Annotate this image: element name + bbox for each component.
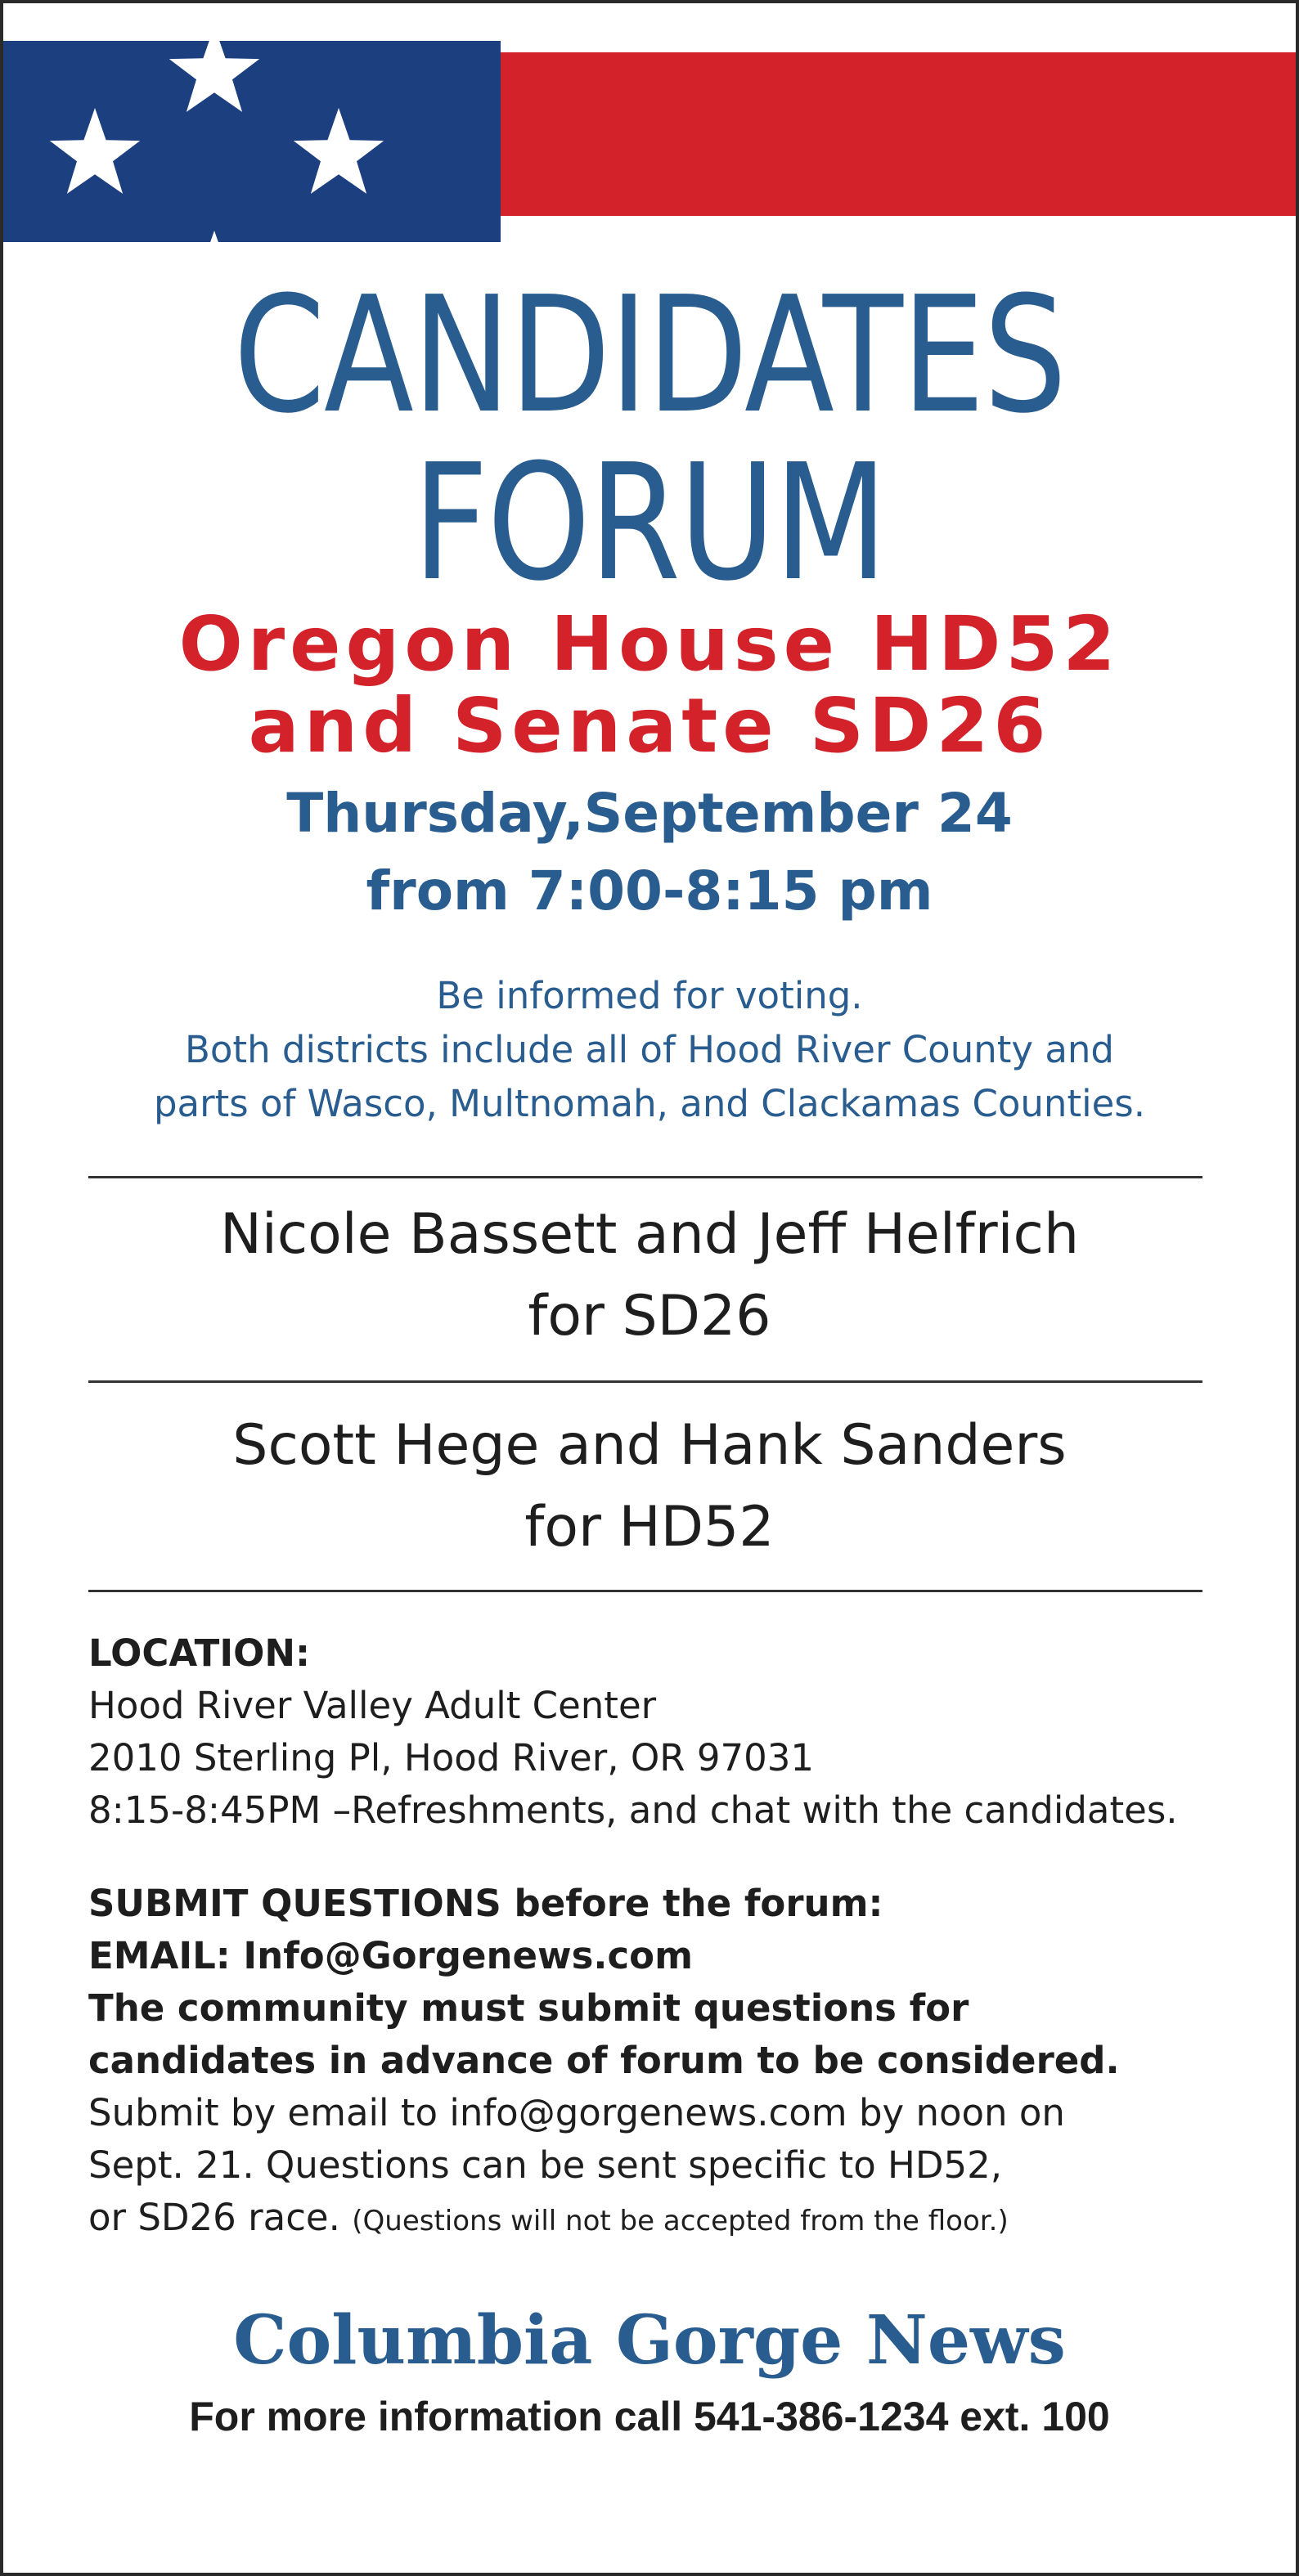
flag-canton: [3, 41, 501, 242]
event-date: Thursday,September 24: [286, 782, 1013, 845]
hd52-candidates: Scott Hege and Hank Sanders: [232, 1413, 1067, 1478]
location-address: 2010 Sterling Pl, Hood River, OR 97031: [88, 1736, 814, 1779]
title-line-1: CANDIDATES: [233, 263, 1066, 449]
questions-email: EMAIL: Info@Gorgenews.com: [88, 1934, 693, 1977]
questions-detail-3: [88, 2192, 1266, 2247]
flag-red-stripe: [491, 52, 1296, 216]
sd26-race: for SD26: [528, 1284, 771, 1349]
sd26-candidates: Nicole Bassett and Jeff Helfrich: [219, 1202, 1080, 1267]
divider: [88, 1176, 1202, 1178]
star-icon: [294, 108, 384, 194]
blurb-line-3: parts of Wasco, Multnomah, and Clackamas Counties.: [153, 1082, 1146, 1125]
subtitle-line-1: Oregon House HD52: [178, 600, 1121, 688]
star-icon: [169, 41, 259, 112]
questions-detail-1: Submit by email to info@gorgenews.com by noon on: [88, 2091, 1065, 2134]
hd52-race: for HD52: [524, 1495, 775, 1560]
blurb-line-1: Be informed for voting.: [436, 974, 863, 1017]
contact-info: For more information call 541-386-1234 ext. 100: [189, 2394, 1110, 2439]
divider: [88, 1380, 1202, 1383]
questions-notice-2: candidates in advance of forum to be considered.: [88, 2039, 1120, 2082]
location-venue: Hood River Valley Adult Center: [88, 1684, 657, 1727]
star-icon: [50, 108, 140, 194]
divider: [88, 1590, 1202, 1592]
star-icon: [169, 231, 259, 242]
location-refreshments: 8:15-8:45PM –Refreshments, and chat with the candidates.: [88, 1788, 1178, 1832]
event-time: from 7:00-8:15 pm: [366, 859, 933, 922]
questions-floor-note: (Questions will not be accepted from the floor.): [352, 2205, 1009, 2237]
questions-notice-1: The community must submit questions for: [88, 1986, 969, 2030]
blurb-line-2: Both districts include all of Hood River County and: [185, 1028, 1114, 1071]
title-line-2: FORUM: [412, 430, 887, 617]
questions-detail-2: Sept. 21. Questions can be sent specific to HD52,: [88, 2143, 1003, 2187]
publisher-name: Columbia Gorge News: [233, 2301, 1066, 2380]
subtitle-line-2: and Senate SD26: [248, 682, 1051, 770]
location-heading: LOCATION:: [88, 1631, 311, 1675]
questions-detail-3-text: or SD26 race.: [88, 2196, 340, 2239]
questions-heading: SUBMIT QUESTIONS before the forum:: [88, 1882, 883, 1925]
